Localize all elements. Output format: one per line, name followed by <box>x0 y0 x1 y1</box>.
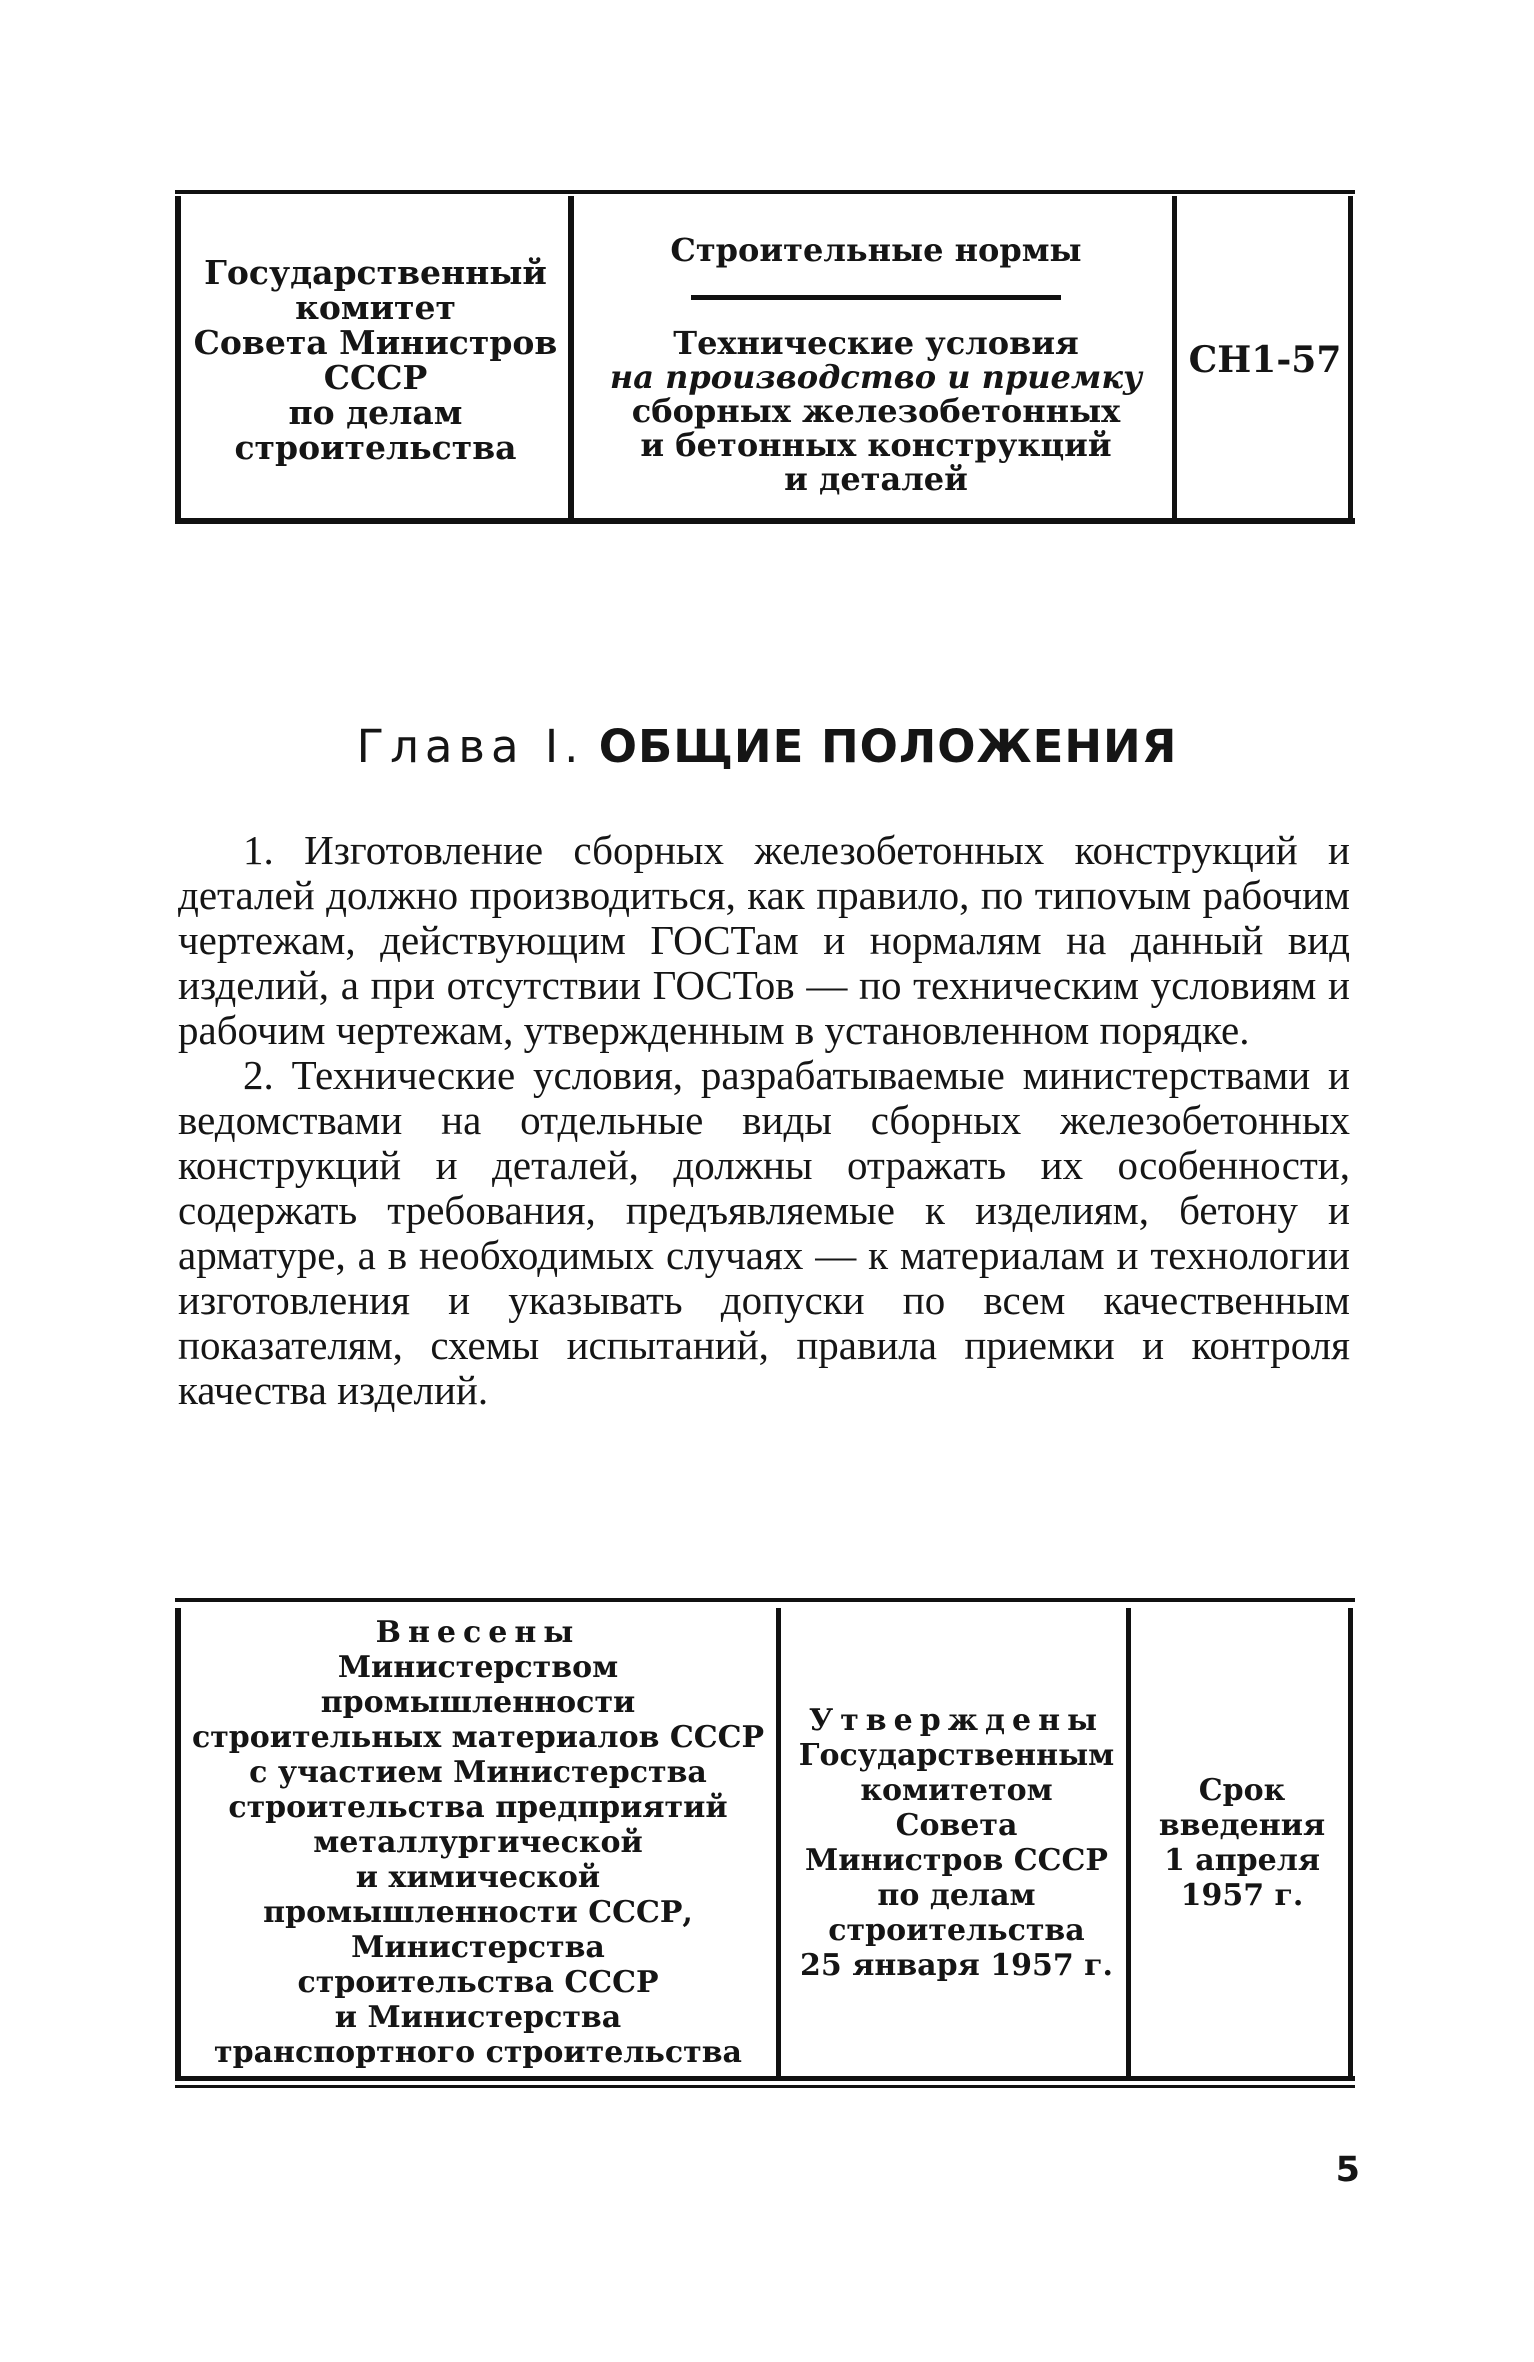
title-line: сборных железобетонных <box>631 391 1121 430</box>
footer-left-border <box>175 1608 181 2076</box>
term-line: введения <box>1158 1807 1326 1843</box>
title-line: Технические условия <box>673 323 1079 362</box>
term-line: 1957 г. <box>1180 1877 1304 1913</box>
approved-line: строительства <box>828 1912 1085 1948</box>
issuing-organization <box>183 205 568 515</box>
paragraph-2: 2. Технические условия, разрабатываемые министерствами и ведомствами на отдельные виды сборных железобетонных конструкций и деталей, должны отражать их особенности, содержать требования, предъявляемые к изделиям, бетону и арматуре, а в необходимых случаях — к материалам и технологии изготовления и указывать допуски по всем качественным показателям, схемы испытаний, правила приемки и контроля качества изделий. <box>178 1052 1350 1413</box>
term-line: Срок <box>1198 1772 1286 1808</box>
introduced-line: Министерства <box>351 1930 605 1965</box>
footer-top-rule <box>175 1598 1355 1602</box>
approved-line: Совета <box>895 1807 1018 1843</box>
chapter-heading <box>0 720 1534 773</box>
chapter-label: Глава I. <box>356 720 585 773</box>
chapter-title: ОБЩИЕ ПОЛОЖЕНИЯ <box>598 720 1178 773</box>
introduced-line: и химической <box>355 1860 601 1895</box>
title-line: и деталей <box>784 459 968 498</box>
page-number: 5 <box>1335 2150 1360 2190</box>
effective-date-cell <box>1134 1625 1350 2060</box>
header-bottom-rule <box>175 518 1355 524</box>
org-line: комитет <box>295 288 456 327</box>
org-line: строительства <box>234 428 517 467</box>
footer-bottom-rule-2 <box>175 2085 1355 2088</box>
code-text: СН1-57 <box>1188 339 1342 381</box>
introduced-line: строительства предприятий <box>228 1790 728 1825</box>
header-top-rule <box>175 190 1355 194</box>
title-line: и бетонных конструкций <box>640 425 1112 464</box>
introduced-line: Министерством промышленности <box>320 1650 636 1720</box>
introduced-line: промышленности СССР, <box>263 1895 693 1930</box>
org-line: СССР <box>323 358 428 397</box>
approved-line: 25 января 1957 г. <box>800 1947 1113 1983</box>
approved-line: по делам <box>877 1877 1036 1913</box>
footer-divider-1 <box>776 1608 781 2078</box>
org-line: Совета Министров <box>193 323 558 362</box>
introduced-line: металлургической <box>313 1825 643 1860</box>
introduced-label: Внесены <box>375 1615 581 1650</box>
document-code <box>1180 205 1350 515</box>
header-left-border <box>175 196 181 518</box>
title-line: на производство и приемку <box>609 357 1143 396</box>
approved-line: Государственным <box>798 1737 1115 1773</box>
document-title-cell <box>576 205 1176 515</box>
introduced-line: строительных материалов СССР <box>191 1720 765 1755</box>
org-line: по делам <box>288 393 463 432</box>
introduced-by-cell <box>183 1615 773 2070</box>
introduced-line: и Министерства <box>334 2000 622 2035</box>
introduced-line: транспортного строительства <box>214 2035 742 2070</box>
norms-label: Строительные нормы <box>670 230 1082 269</box>
header-divider-1 <box>568 196 574 518</box>
org-line: Государственный <box>204 253 547 292</box>
approved-by-cell <box>784 1625 1129 2060</box>
footer-bottom-rule <box>175 2076 1355 2081</box>
body-text <box>178 828 1350 1413</box>
paragraph-1: 1. Изготовление сборных железобетонных конструкций и деталей должно производиться, как правило, по типоvым рабочим чертежам, действующим ГОСТам и нормалям на данный вид изделий, а при отсутствии ГОСТов — по техническим условиям и рабочим чертежам, утвержденным в установленном порядке. <box>178 827 1350 1053</box>
approved-label: Утверждены <box>808 1702 1105 1738</box>
introduced-line: строительства СССР <box>297 1965 659 2000</box>
approved-line: комитетом <box>860 1772 1053 1808</box>
approved-line: Министров СССР <box>805 1842 1108 1878</box>
term-line: 1 апреля <box>1163 1842 1321 1878</box>
introduced-line: с участием Министерства <box>249 1755 707 1790</box>
title-separator <box>691 295 1061 300</box>
